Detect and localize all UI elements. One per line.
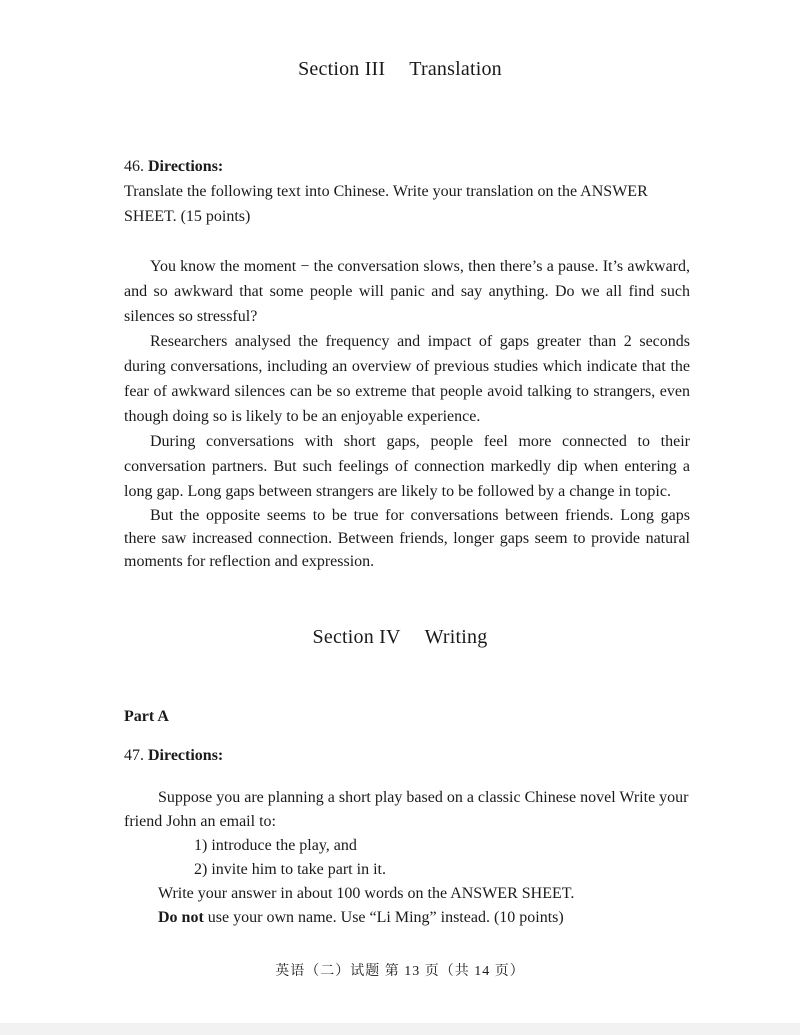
- question-46-directions: [124, 154, 690, 229]
- do-not-emphasis: Do not: [158, 909, 204, 926]
- question-46-number: 46.: [124, 158, 144, 175]
- question-47-number: 47.: [124, 747, 144, 764]
- name-note-text: use your own name. Use “Li Ming” instead. (10 points): [203, 909, 564, 926]
- section-iv-name: Writing: [424, 626, 488, 648]
- question-47-name-note: [124, 906, 690, 930]
- question-46-instruction: Translate the following text into Chinese. Write your translation on the ANSWER SHEET. (15 points): [124, 183, 648, 225]
- passage-paragraph: During conversations with short gaps, people feel more connected to their conversation partners. But such feelings of connection markedly dip when entering a long gap. Long gaps between strangers are likely to be followed by a change in topic.: [124, 433, 690, 500]
- question-47-item: 1) introduce the play, and: [194, 837, 357, 854]
- question-47-answer-note: Write your answer in about 100 words on the ANSWER SHEET.: [158, 885, 575, 902]
- section-iii-number: Section III: [298, 58, 386, 80]
- section-iii-name: Translation: [409, 58, 502, 80]
- question-47-body: [124, 786, 690, 930]
- question-47-prompt: Suppose you are planning a short play based on a classic Chinese novel Write your friend John an email to:: [124, 789, 689, 830]
- question-46-header: [124, 154, 690, 179]
- passage-paragraph: Researchers analysed the frequency and impact of gaps greater than 2 seconds during conversations, including an overview of previous studies which indicate that the fear of awkward silences can be so extreme that people avoid talking to strangers, even though doing so is likely to be an enjoyable experience.: [124, 333, 690, 425]
- part-a-label: Part A: [124, 708, 169, 725]
- section-iii-heading: [0, 58, 800, 81]
- question-47-item: 2) invite him to take part in it.: [194, 861, 386, 878]
- bottom-edge: [0, 1023, 800, 1035]
- passage-paragraph: But the opposite seems to be true for conversations between friends. Long gaps there saw increased connection. Between friends, longer gaps seem to provide natural moments for reflection and expression.: [124, 507, 690, 570]
- page-footer: 英语（二）试题 第 13 页（共 14 页）: [275, 964, 525, 979]
- passage-paragraph: You know the moment − the conversation slows, then there’s a pause. It’s awkward, and so awkward that some people will panic and say anything. Do we all find such silences so stressful?: [124, 258, 690, 325]
- question-47-header: [124, 743, 690, 768]
- question-46-directions-label: Directions:: [148, 158, 224, 175]
- section-iv-number: Section IV: [312, 626, 401, 648]
- question-47-directions-label: Directions:: [148, 747, 224, 764]
- translation-passage: [124, 254, 690, 573]
- section-iv-heading: [0, 626, 800, 649]
